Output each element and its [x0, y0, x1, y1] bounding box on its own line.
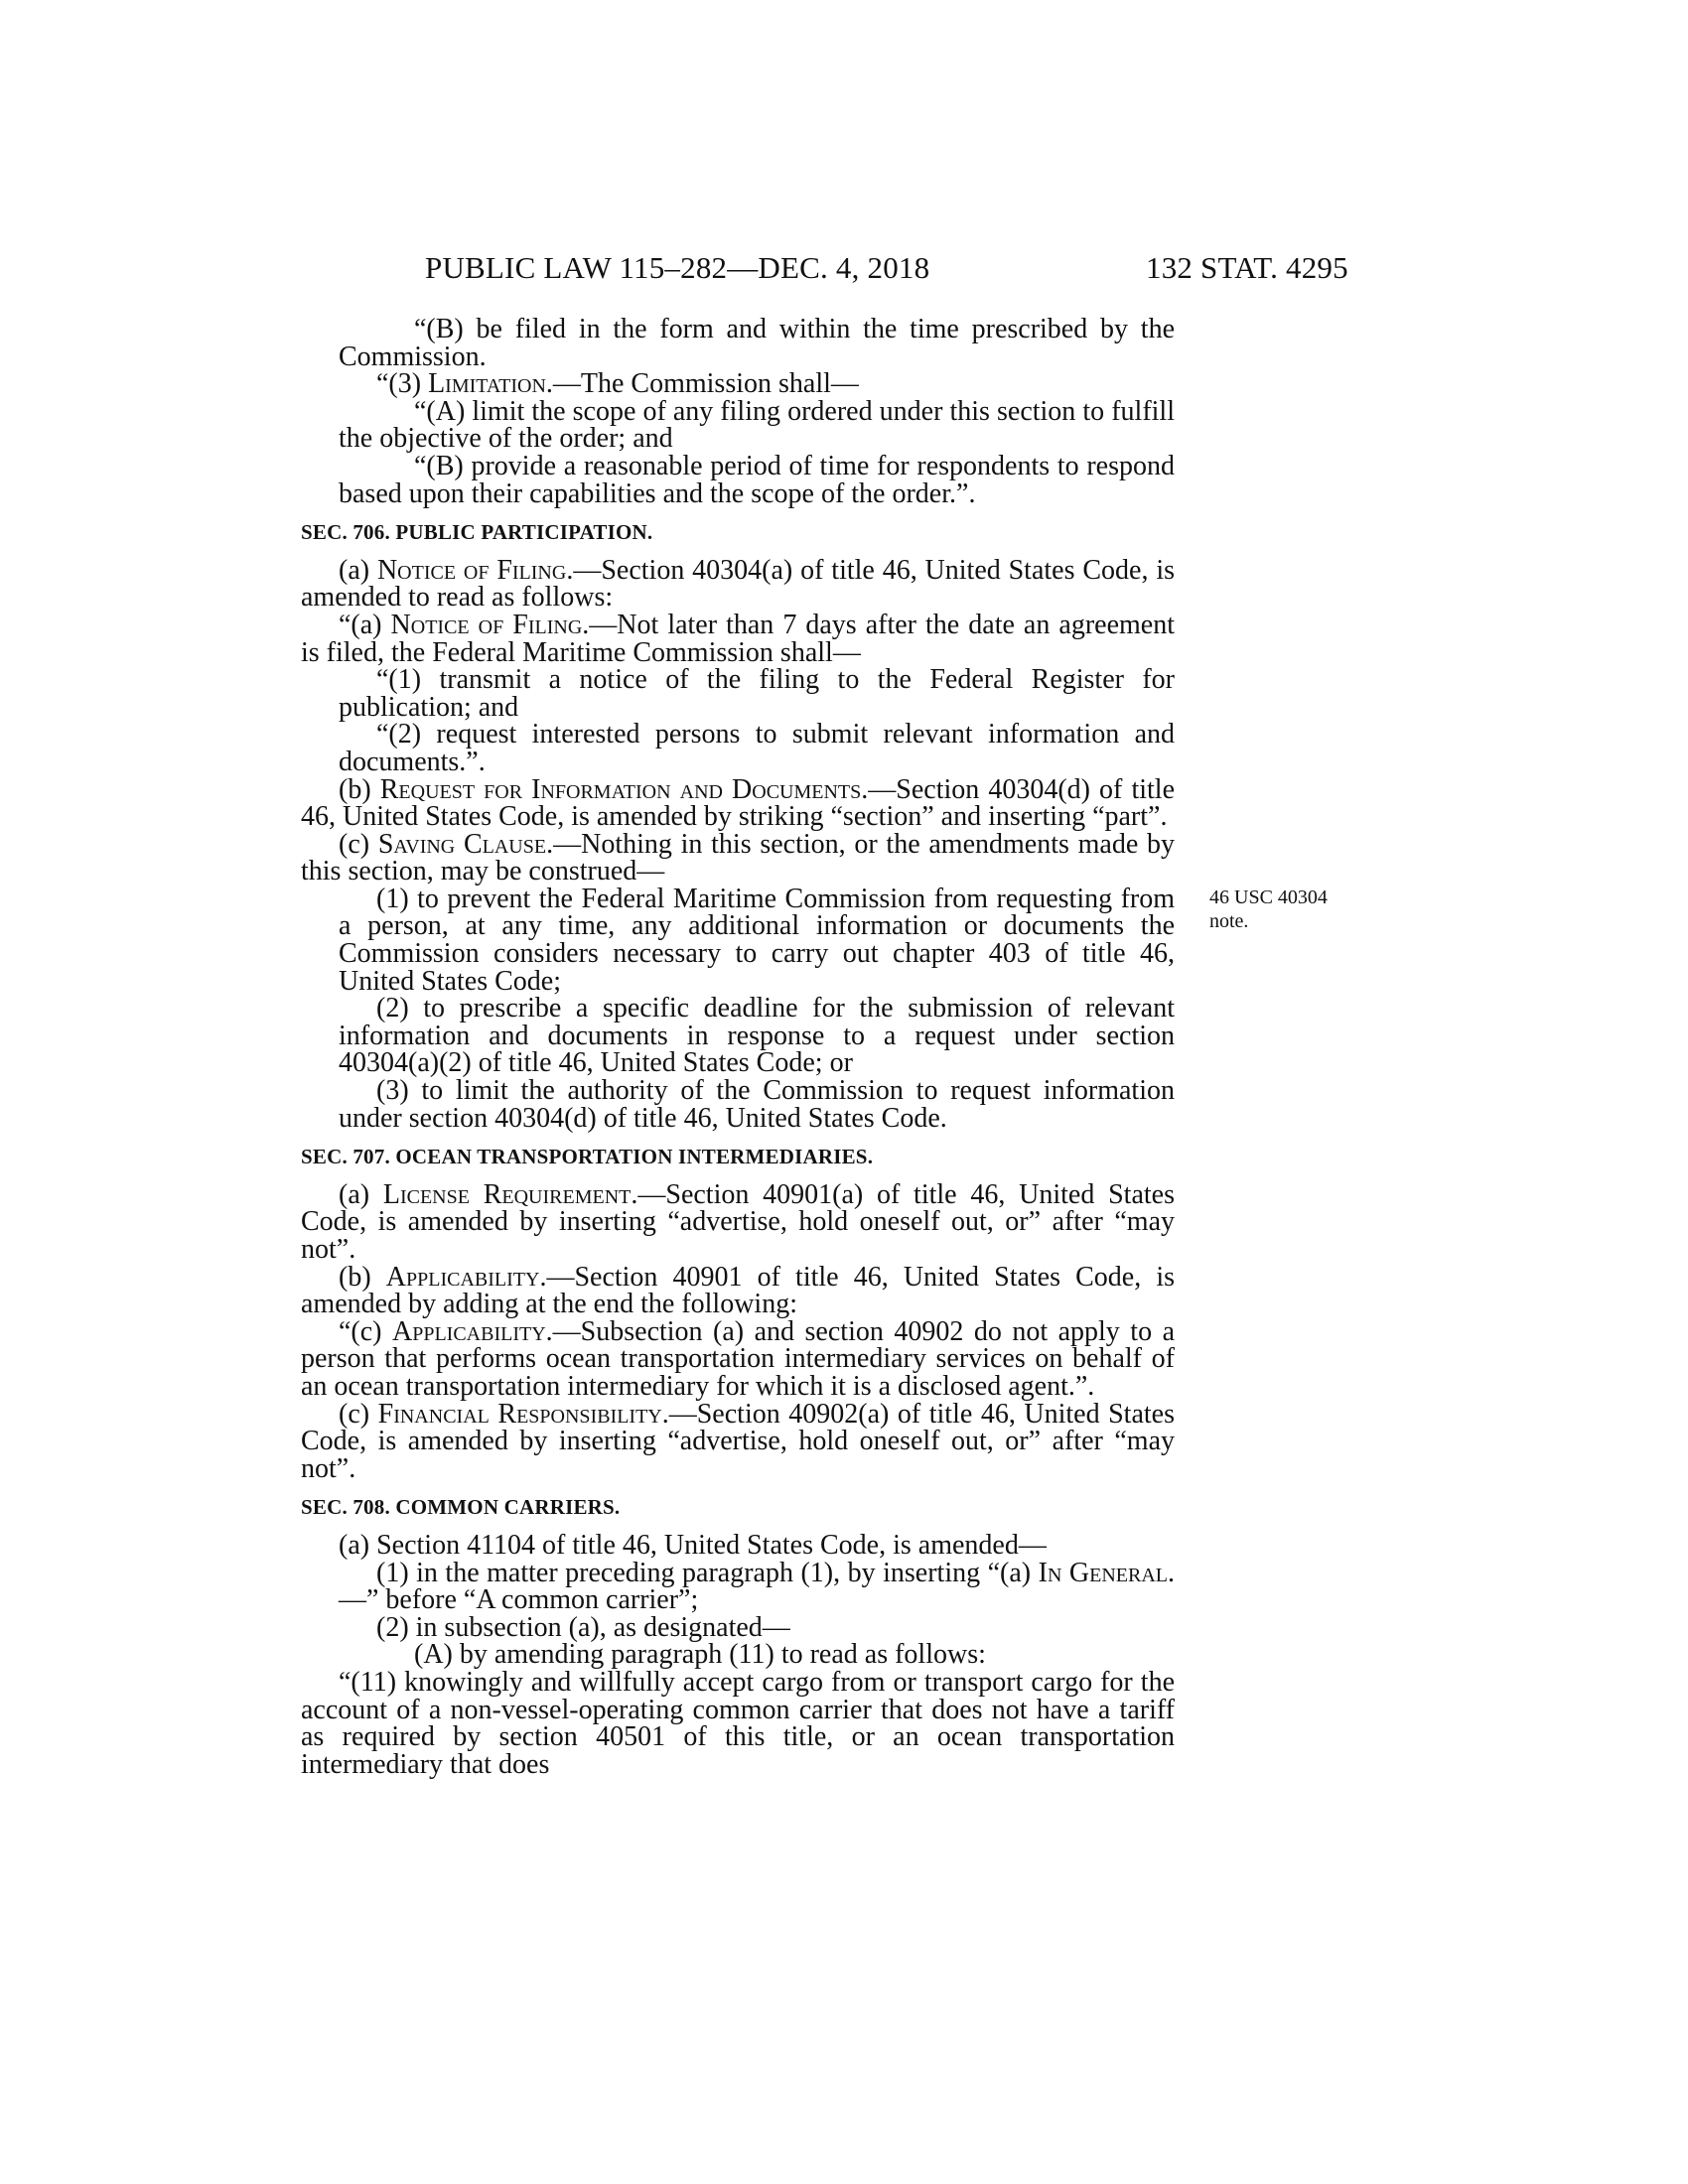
section-heading: SEC. 707. OCEAN TRANSPORTATION INTERMEDIARIES.: [301, 1145, 874, 1169]
running-header-title: PUBLIC LAW 115–282—DEC. 4, 2018: [425, 250, 930, 285]
paragraph: (b) Request for Information and Documents.—Section 40304(d) of title 46, United States Code, is amended by striking “section” and inserting “part”.: [301, 773, 1176, 833]
running-header-page-number: 132 STAT. 4295: [1146, 250, 1348, 285]
paragraph: “(c) Applicability.—Subsection (a) and section 40902 do not apply to a person that performs ocean transportation intermediary services on behalf of an ocean transportation intermediary for which it is a disclosed agent.”.: [301, 1315, 1175, 1402]
paragraph: (1) to prevent the Federal Maritime Commission from requesting from a person, at any time, any additional information or documents the Commission considers necessary to carry out chapter 403 of title 46, United States Code;: [339, 883, 1175, 997]
paragraph: “(1) transmit a notice of the filing to the Federal Register for publication; and: [339, 664, 1175, 723]
paragraph: “(B) be filed in the form and within the time prescribed by the Commission.: [339, 314, 1175, 372]
paragraph: (A) by amending paragraph (11) to read as follows:: [414, 1639, 986, 1671]
paragraph: (c) Financial Responsibility.—Section 40902(a) of title 46, United States Code, is amended by inserting “advertise, hold oneself out, or” after “may not”.: [301, 1398, 1175, 1484]
paragraph: (a) Notice of Filing.—Section 40304(a) of title 46, United States Code, is amended to read as follows:: [301, 554, 1175, 614]
margin-note-label: note.: [1209, 910, 1249, 932]
paragraph: (2) in subsection (a), as designated—: [376, 1611, 790, 1643]
margin-note-citation: 46 USC 40304: [1209, 887, 1328, 908]
paragraph: (1) in the matter preceding paragraph (1), by inserting “(a) In General.—” before “A common carrier”;: [339, 1557, 1175, 1616]
paragraph: “(3) Limitation.—The Commission shall—: [376, 368, 859, 400]
section-heading: SEC. 708. COMMON CARRIERS.: [301, 1495, 621, 1520]
paragraph: “(a) Notice of Filing.—Not later than 7 days after the date an agreement is filed, the Federal Maritime Commission shall—: [301, 609, 1175, 668]
document-body: [301, 316, 1175, 1778]
paragraph: (b) Applicability.—Section 40901 of title 46, United States Code, is amended by adding at the end the following:: [301, 1261, 1175, 1320]
section-heading: SEC. 706. PUBLIC PARTICIPATION.: [301, 520, 653, 545]
margin-note: [1209, 886, 1338, 933]
paragraph: “(A) limit the scope of any filing ordered under this section to fulfill the objective of the order; and: [339, 395, 1175, 455]
paragraph: (3) to limit the authority of the Commission to request information under section 40304(d) of title 46, United States Code.: [339, 1075, 1175, 1134]
paragraph: (2) to prescribe a specific deadline for the submission of relevant information and documents in response to a request under section 40304(a)(2) of title 46, United States Code; or: [339, 993, 1175, 1079]
paragraph: “(11) knowingly and willfully accept cargo from or transport cargo for the account of a non-vessel-operating common carrier that does not have a tariff as required by section 40501 of this title, or an ocean transportation intermediary that does: [301, 1666, 1175, 1780]
paragraph: (a) License Requirement.—Section 40901(a) of title 46, United States Code, is amended by inserting “advertise, hold oneself out, or” after “may not”.: [301, 1178, 1175, 1265]
paragraph: “(2) request interested persons to submit relevant information and documents.”.: [339, 719, 1175, 777]
paragraph: (a) Section 41104 of title 46, United States Code, is amended—: [339, 1529, 1047, 1561]
paragraph: (c) Saving Clause.—Nothing in this section, or the amendments made by this section, may be construed—: [301, 828, 1176, 887]
paragraph: “(B) provide a reasonable period of time for respondents to respond based upon their capabilities and the scope of the order.”.: [339, 450, 1175, 509]
